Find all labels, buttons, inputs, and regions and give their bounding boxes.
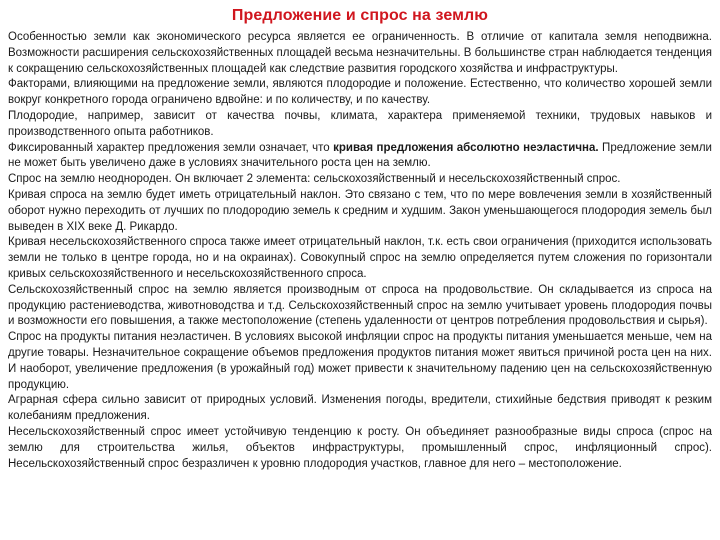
paragraph-fixed-supply-tail: Предложение земли не может быть увеличено даже в условиях значительного роста цен на землю.: [8, 141, 712, 170]
paragraph-food-demand: Спрос на продукты питания неэластичен. В условиях высокой инфляции спрос на продукты питания уменьшается меньше, чем на другие товары. Незначительное сокращение объемов предложения продуктов питания может явиться причиной роста цен на них. И наоборот, увеличение предложения (в урожайный год) может привести к значительному падению цен на сельскохозяйственную продукцию.: [8, 331, 712, 391]
paragraph-nonagri-demand: Несельскохозяйственный спрос имеет устойчивую тенденцию к росту. Он объединяет разнообразные виды спроса (спрос на землю для строительства жилья, объектов инфраструктуры, промышленный спрос, инфляционный спрос). Несельскохозяйственный спрос безразличен к уровню плодородия участков, главное для него – местоположение.: [8, 425, 712, 470]
paragraph-demand-elements: Спрос на землю неоднороден. Он включает 2 элемента: сельскохозяйственный и несельскохозяйственный спрос.: [8, 173, 621, 186]
paragraph-agri-demand: Сельскохозяйственный спрос на землю является производным от спроса на продовольствие. Он складывается из спроса на продукцию растениеводства, животноводства и т.д. Сельскохозяйственный спрос на землю учитывает уровень плодородия почвы и возможности его повышения, а также местоположение (степень удаленности от центров потребления продовольствия и сырья).: [8, 283, 712, 328]
page-title: Предложение и спрос на землю: [231, 7, 489, 24]
paragraph-fixed-supply-lead: Фиксированный характер предложения земли означает, что: [8, 141, 334, 154]
paragraph-nonagri-curve: Кривая несельскохозяйственного спроса также имеет отрицательный наклон, т.к. есть свои ограничения (приходится использовать земли не только в центре города, но и на окраинах). Совокупный спрос на землю определяется путем сложения по горизонтали кривых сельскохозяйственного и несельскохозяйственного спроса.: [8, 236, 712, 280]
text-body: [8, 30, 712, 472]
paragraph-fertility: Плодородие, например, зависит от качества почвы, климата, характера применяемой техники, трудовых навыков и производственного опыта работников.: [8, 109, 712, 138]
paragraph-demand-curve: Кривая спроса на землю будет иметь отрицательный наклон. Это связано с тем, что по мере вовлечения земли в хозяйственный оборот нужно переходить от лучших по плодородию земель к средним и худшим. Закон уменьшающегося плодородия земель был выведен в XIX веке Д. Рикардо.: [8, 188, 712, 233]
inelastic-supply-emphasis: кривая предложения абсолютно неэластична.: [333, 141, 599, 154]
paragraph-land-limitation: Особенностью земли как экономического ресурса является ее ограниченность. В отличие от капитала земля неподвижна. Возможности расширения сельскохозяйственных площадей весьма незначительны. В большинстве стран наблюдается тенденция к сокращению сельскохозяйственных площадей как следствие развития городского хозяйства и инфраструктуры.: [8, 31, 712, 75]
paragraph-fixed-supply: [8, 141, 712, 173]
paragraph-supply-factors: Факторами, влияющими на предложение земли, являются плодородие и положение. Естественно, что количество хорошей земли вокруг конкретного города ограничено вдвойне: и по количеству, и по качеству.: [8, 78, 712, 107]
paragraph-agrarian-sphere: Аграрная сфера сильно зависит от природных условий. Изменения погоды, вредители, стихийные бедствия приводят к резким колебаниям предложения.: [8, 394, 712, 423]
